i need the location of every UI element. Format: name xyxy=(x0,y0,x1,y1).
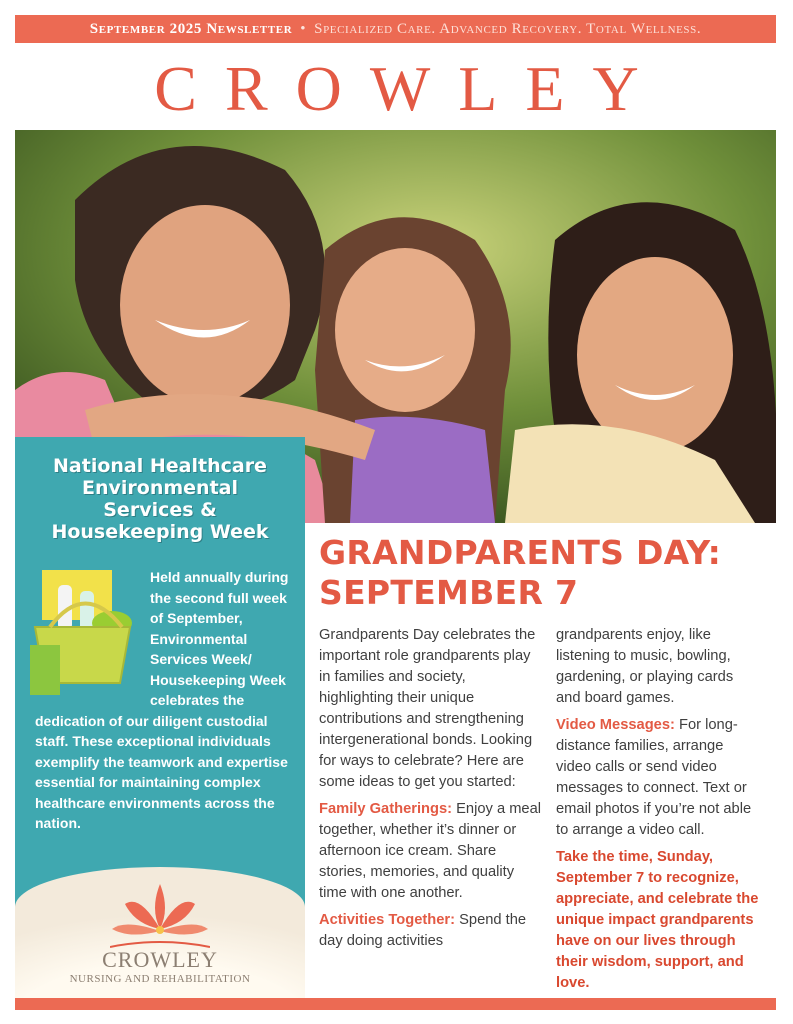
idea-paragraph xyxy=(319,910,544,952)
idea-lead: Family Gatherings: xyxy=(319,801,453,817)
crowley-logo-panel xyxy=(15,867,305,1007)
sidebar-title-line: Housekeeping Week xyxy=(51,521,269,543)
lotus-logo-icon xyxy=(110,879,210,949)
article-intro: Grandparents Day celebrates the important role grandparents play in families and society, highlighting their unique contributions and strengthening intergenerational bonds. Looking for ways to celebrate? Here are some ideas to get you started: xyxy=(319,627,536,790)
logo-wordmark: CROWLEY xyxy=(102,947,218,972)
masthead-title: CROWLEY xyxy=(154,53,667,124)
footer-bar xyxy=(15,998,776,1010)
idea-lead: Activities Together: xyxy=(319,912,456,928)
newsletter-banner xyxy=(15,15,776,43)
idea-continuation: grandparents enjoy, like listening to music, bowling, gardening, or playing cards and board games. xyxy=(556,627,734,706)
idea-lead: Video Messages: xyxy=(556,717,675,733)
article-column-1 xyxy=(319,625,544,958)
idea-paragraph xyxy=(556,715,761,841)
headline-line: SEPTEMBER 7 xyxy=(319,573,579,612)
headline-line: GRANDPARENTS DAY: xyxy=(319,533,722,572)
closing-statement: Take the time, Sunday, September 7 to recognize, appreciate, and celebrate the unique impact grandparents have on our lives through their wisdom, support, and love. xyxy=(556,849,759,991)
sidebar-body xyxy=(35,567,297,834)
banner-separator: • xyxy=(300,20,307,37)
sidebar-title-line: Services & xyxy=(103,499,217,521)
article-headline xyxy=(319,533,779,613)
logo-subtitle: NURSING AND REHABILITATION xyxy=(69,973,251,985)
icon-spacer xyxy=(35,567,150,692)
article-column-2 xyxy=(556,625,761,1000)
idea-paragraph xyxy=(319,799,544,904)
sidebar-title-line: Environmental xyxy=(82,477,238,499)
newsletter-issue: September 2025 Newsletter xyxy=(89,20,293,37)
sidebar-title-line: National Healthcare xyxy=(53,455,267,477)
idea-text: Enjoy a meal together, whether it’s dinner or afternoon ice cream. Share stories, memories, and quality time with one another. xyxy=(319,801,542,901)
housekeeping-week-sidebar xyxy=(15,437,305,1007)
idea-text: For long-distance families, arrange video calls or send video messages to connect. Text or email photos if you’re not able to arrange a video call. xyxy=(556,717,752,838)
newsletter-tagline: Specialized Care. Advanced Recovery. Total Wellness. xyxy=(314,20,702,37)
sidebar-title xyxy=(15,455,305,543)
sidebar-body-text: Held annually during the second full week of September, Environmental Services Week/ Housekeeping Week celebrates the dedication of our diligent custodial staff. These exceptional individuals exemplify the teamwork and expertise essential for maintaining complex healthcare environments across the nation. xyxy=(35,569,289,831)
idea-text: Spend the day doing activities xyxy=(319,912,527,949)
